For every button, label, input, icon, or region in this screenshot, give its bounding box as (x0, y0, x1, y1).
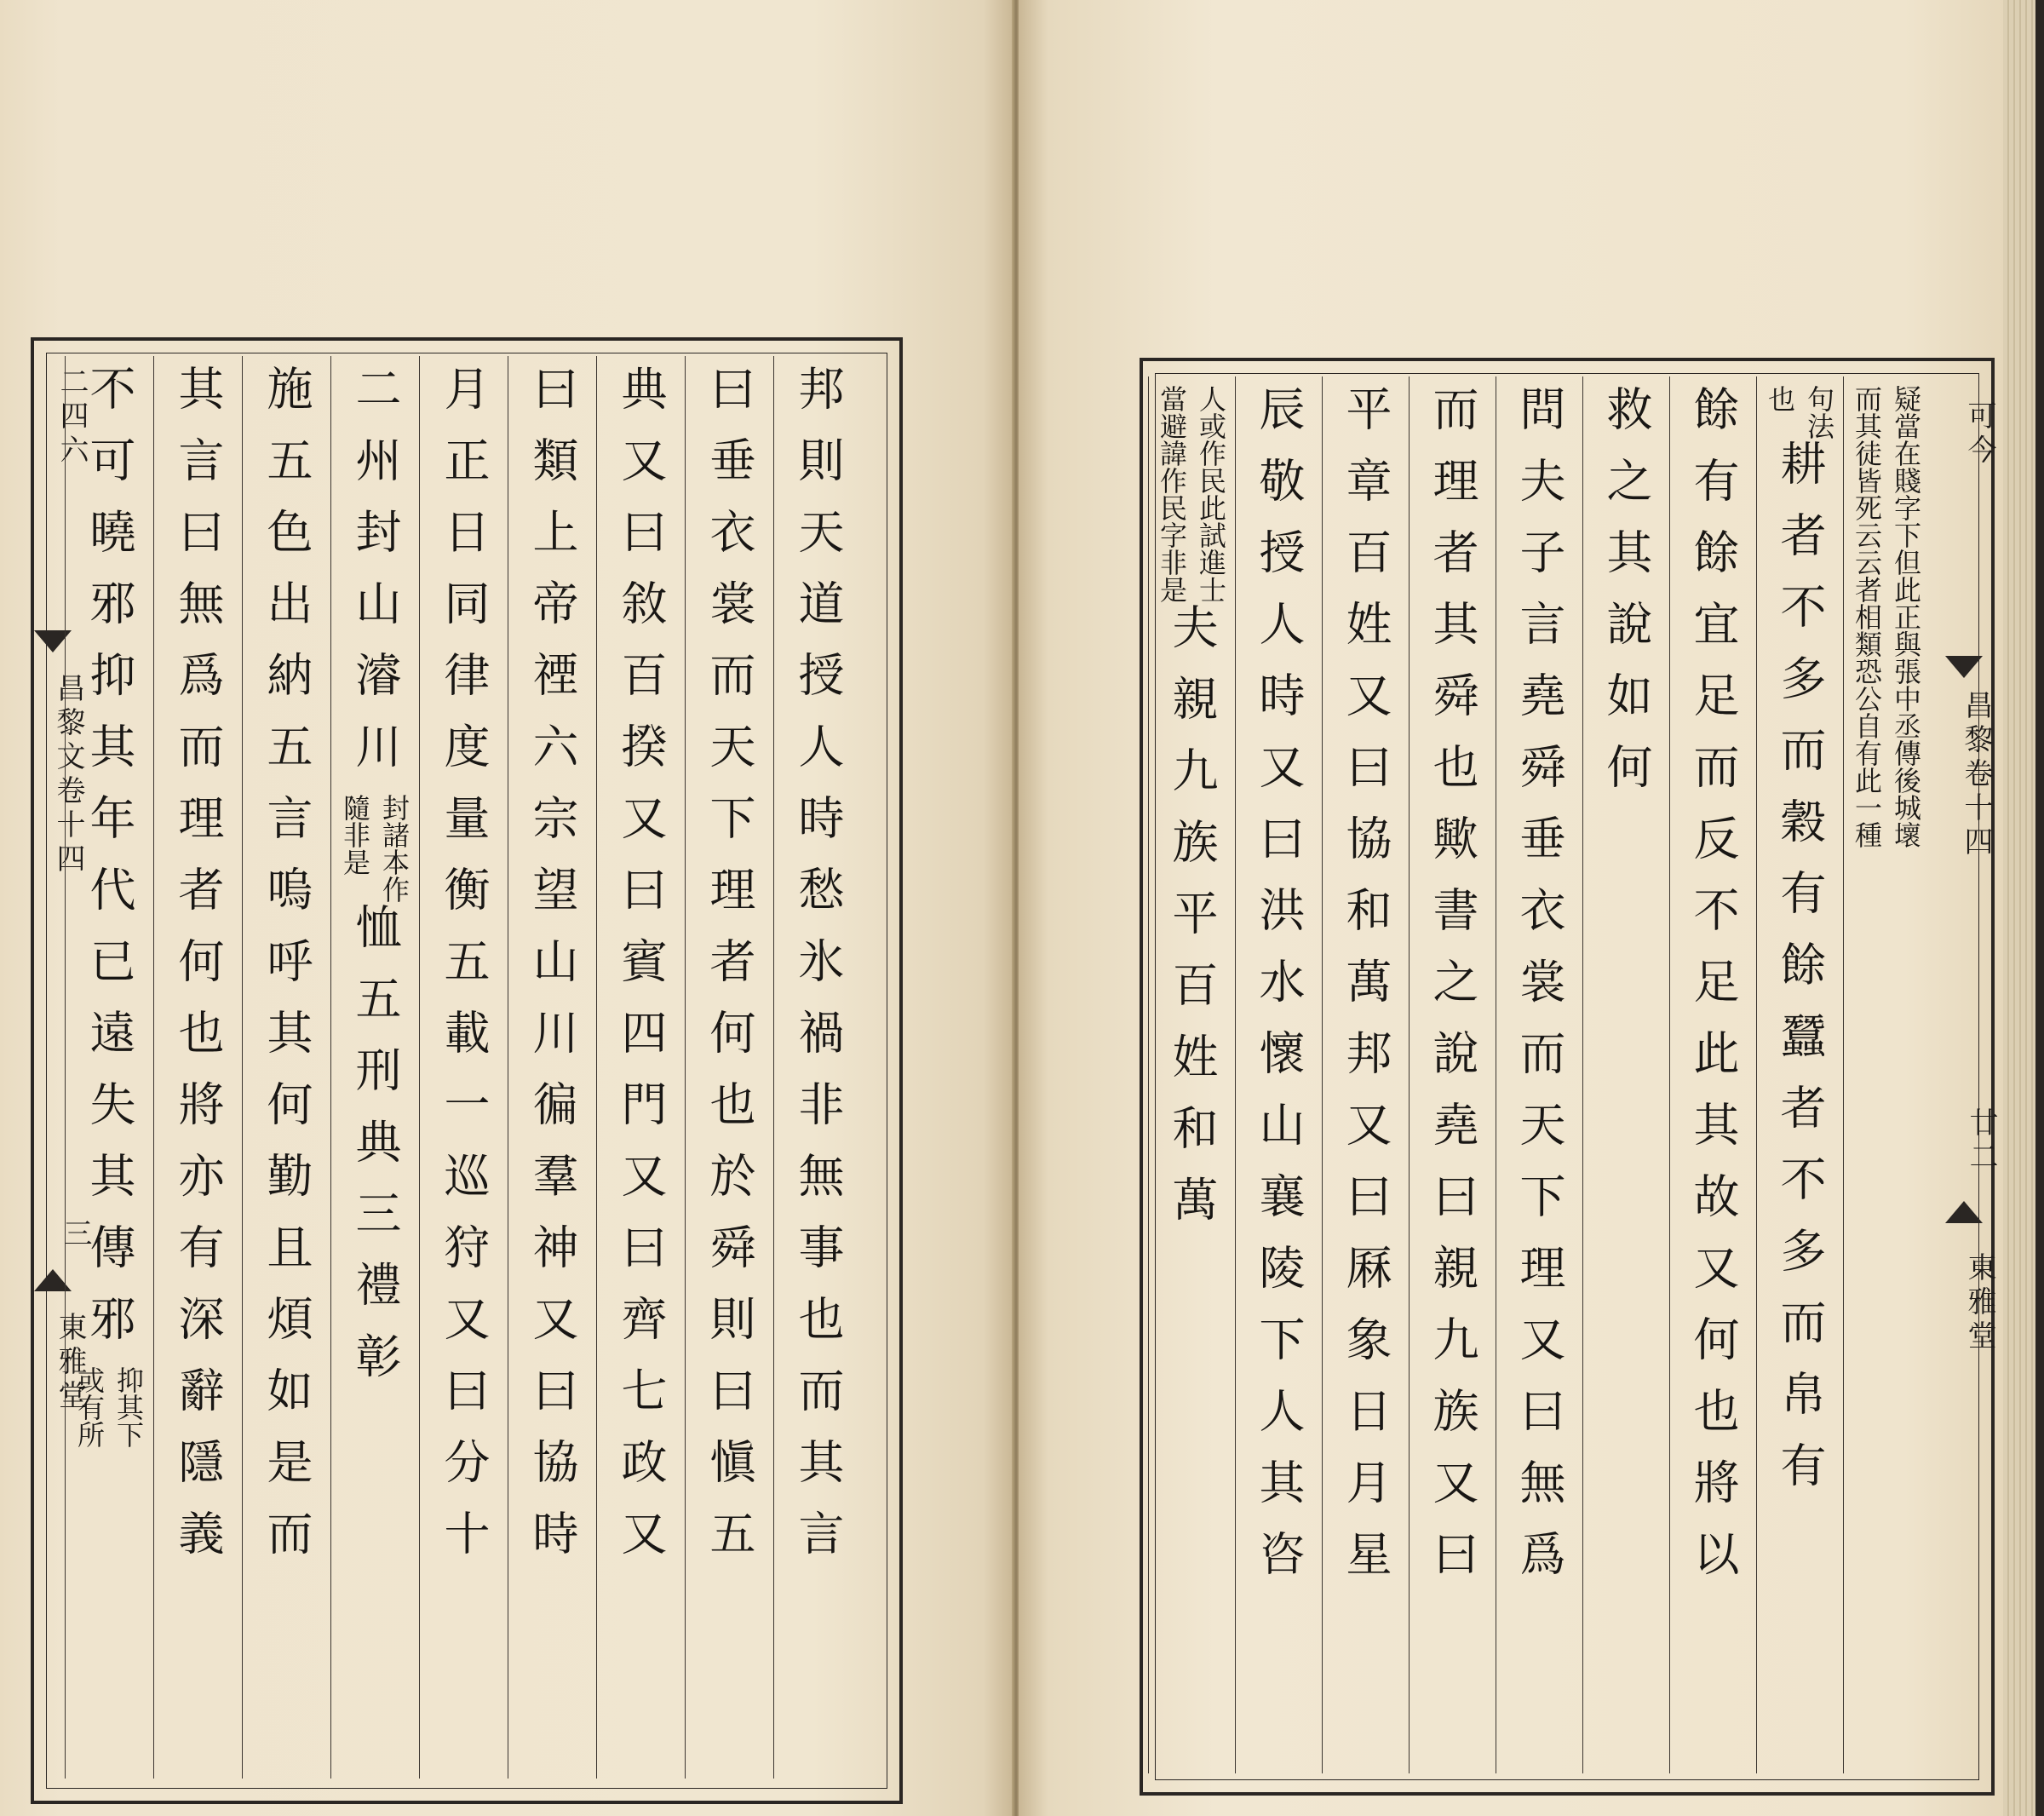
column-text: 邦則天道授人時愁氷禍非無事也而其言 (791, 365, 845, 1581)
left-margin-page: 三 (58, 1218, 92, 1252)
column-rule (1582, 376, 1583, 1773)
right-lower-fishtail (1945, 1201, 1983, 1223)
left-page-column (518, 365, 586, 1770)
column-rule (65, 356, 66, 1779)
column-text-continued: 耕者不多而穀有餘蠶者不多而帛有 (1773, 440, 1827, 1513)
interlinear-annotation (337, 794, 412, 903)
annotation-right-line: 句法 (1803, 385, 1835, 440)
right-page-column (1418, 385, 1486, 1765)
left-page-column (695, 365, 763, 1770)
column-text: 其言曰無爲而理者何也將亦有深辭隱義 (171, 365, 225, 1581)
annotation-left-line: 或有所 (73, 1366, 106, 1448)
column-text: 曰垂衣裳而天下理者何也於舜則曰愼五 (703, 365, 756, 1581)
left-upper-fishtail (34, 630, 72, 652)
column-text: 二州封山濬川 (348, 365, 402, 794)
right-page-column (1157, 385, 1226, 1765)
column-text: 典又曰敘百揆又曰賓四門又曰齊七政又 (614, 365, 668, 1581)
column-text: 平章百姓又曰協和萬邦又曰厤象日月星 (1339, 385, 1392, 1601)
column-text-continued: 恤五刑典三禮彰 (348, 903, 402, 1404)
left-page-column (164, 365, 232, 1770)
annotation-right-line: 人或作民此試進士 (1195, 385, 1227, 603)
column-rule (1322, 376, 1323, 1773)
right-page-column (1852, 385, 1921, 1765)
column-text-continued: 夫親九族平百姓和萬 (1165, 603, 1219, 1247)
right-page-column (1505, 385, 1573, 1765)
page-edges (2003, 0, 2044, 1816)
left-page-column (429, 365, 497, 1770)
column-rule (419, 356, 420, 1779)
column-rule (773, 356, 774, 1779)
right-page-column (1244, 385, 1312, 1765)
annotation-left-line: 而其徒皆死云云者相類恐公自有此一種 (1851, 385, 1883, 848)
column-rule (1409, 376, 1410, 1773)
left-lower-fishtail (34, 1269, 72, 1291)
right-page-column (1592, 385, 1660, 1765)
column-rule (1148, 376, 1149, 1773)
left-margin-title: 昌黎文卷十四 (51, 673, 85, 877)
right-page-column (1679, 385, 1747, 1765)
column-rule (1235, 376, 1236, 1773)
right-page-column (1766, 385, 1834, 1765)
annotation-left-line: 當避諱作民字非是 (1156, 385, 1188, 603)
column-text: 救之其說如何 (1599, 385, 1653, 814)
column-rule (1843, 376, 1844, 1773)
column-text: 曰類上帝禋六宗望山川徧羣神又曰協時 (525, 365, 579, 1581)
column-text: 不可曉邪抑其年代已遠失其傳邪 (83, 365, 136, 1366)
right-margin-folio: 可今 (1962, 400, 1996, 468)
left-margin-folio: 二四六 (55, 366, 89, 468)
left-page-column (75, 365, 143, 1770)
column-text: 辰敬授人時又曰洪水懷山襄陵下人其咨 (1252, 385, 1306, 1601)
right-margin-publisher: 東雅堂 (1962, 1252, 1996, 1354)
column-text: 問夫子言堯舜垂衣裳而天下理又曰無爲 (1513, 385, 1566, 1601)
right-upper-fishtail (1945, 656, 1983, 678)
annotation-right-line: 疑當在賤字下但此正與張中丞傳後城壞 (1890, 385, 1922, 848)
left-page-column (606, 365, 675, 1770)
column-text: 月正日同律度量衡五載一巡狩又曰分十 (437, 365, 491, 1581)
interlinear-annotation (1154, 385, 1229, 603)
annotation-right-line: 抑其下 (112, 1366, 145, 1448)
column-rule (1669, 376, 1670, 1773)
annotation-left-line: 隨非是 (339, 794, 371, 876)
column-rule (685, 356, 686, 1779)
right-margin-title: 昌黎卷十四 (1959, 690, 1993, 860)
column-rule (596, 356, 597, 1779)
column-rule (242, 356, 243, 1779)
right-page-column (1331, 385, 1399, 1765)
column-rule (330, 356, 331, 1779)
column-rule (153, 356, 154, 1779)
left-page-column (252, 365, 320, 1770)
column-text: 而理者其舜也歟書之說堯曰親九族又曰 (1426, 385, 1479, 1601)
interlinear-annotation (72, 1366, 146, 1448)
left-margin-publisher: 東雅堂 (53, 1312, 87, 1414)
interlinear-annotation (1849, 385, 1924, 848)
annotation-left-line: 也 (1764, 385, 1796, 412)
interlinear-annotation (1762, 385, 1837, 440)
column-text: 餘有餘宜足而反不足此其故又何也將以 (1686, 385, 1740, 1601)
left-page-column (784, 365, 852, 1770)
annotation-right-line: 封諸本作 (378, 794, 411, 903)
column-text: 施五色出納五言嗚呼其何勤且煩如是而 (260, 365, 313, 1581)
left-page-column (341, 365, 409, 1770)
right-margin-page: 廿二 (1964, 1107, 1998, 1175)
column-rule (1756, 376, 1757, 1773)
